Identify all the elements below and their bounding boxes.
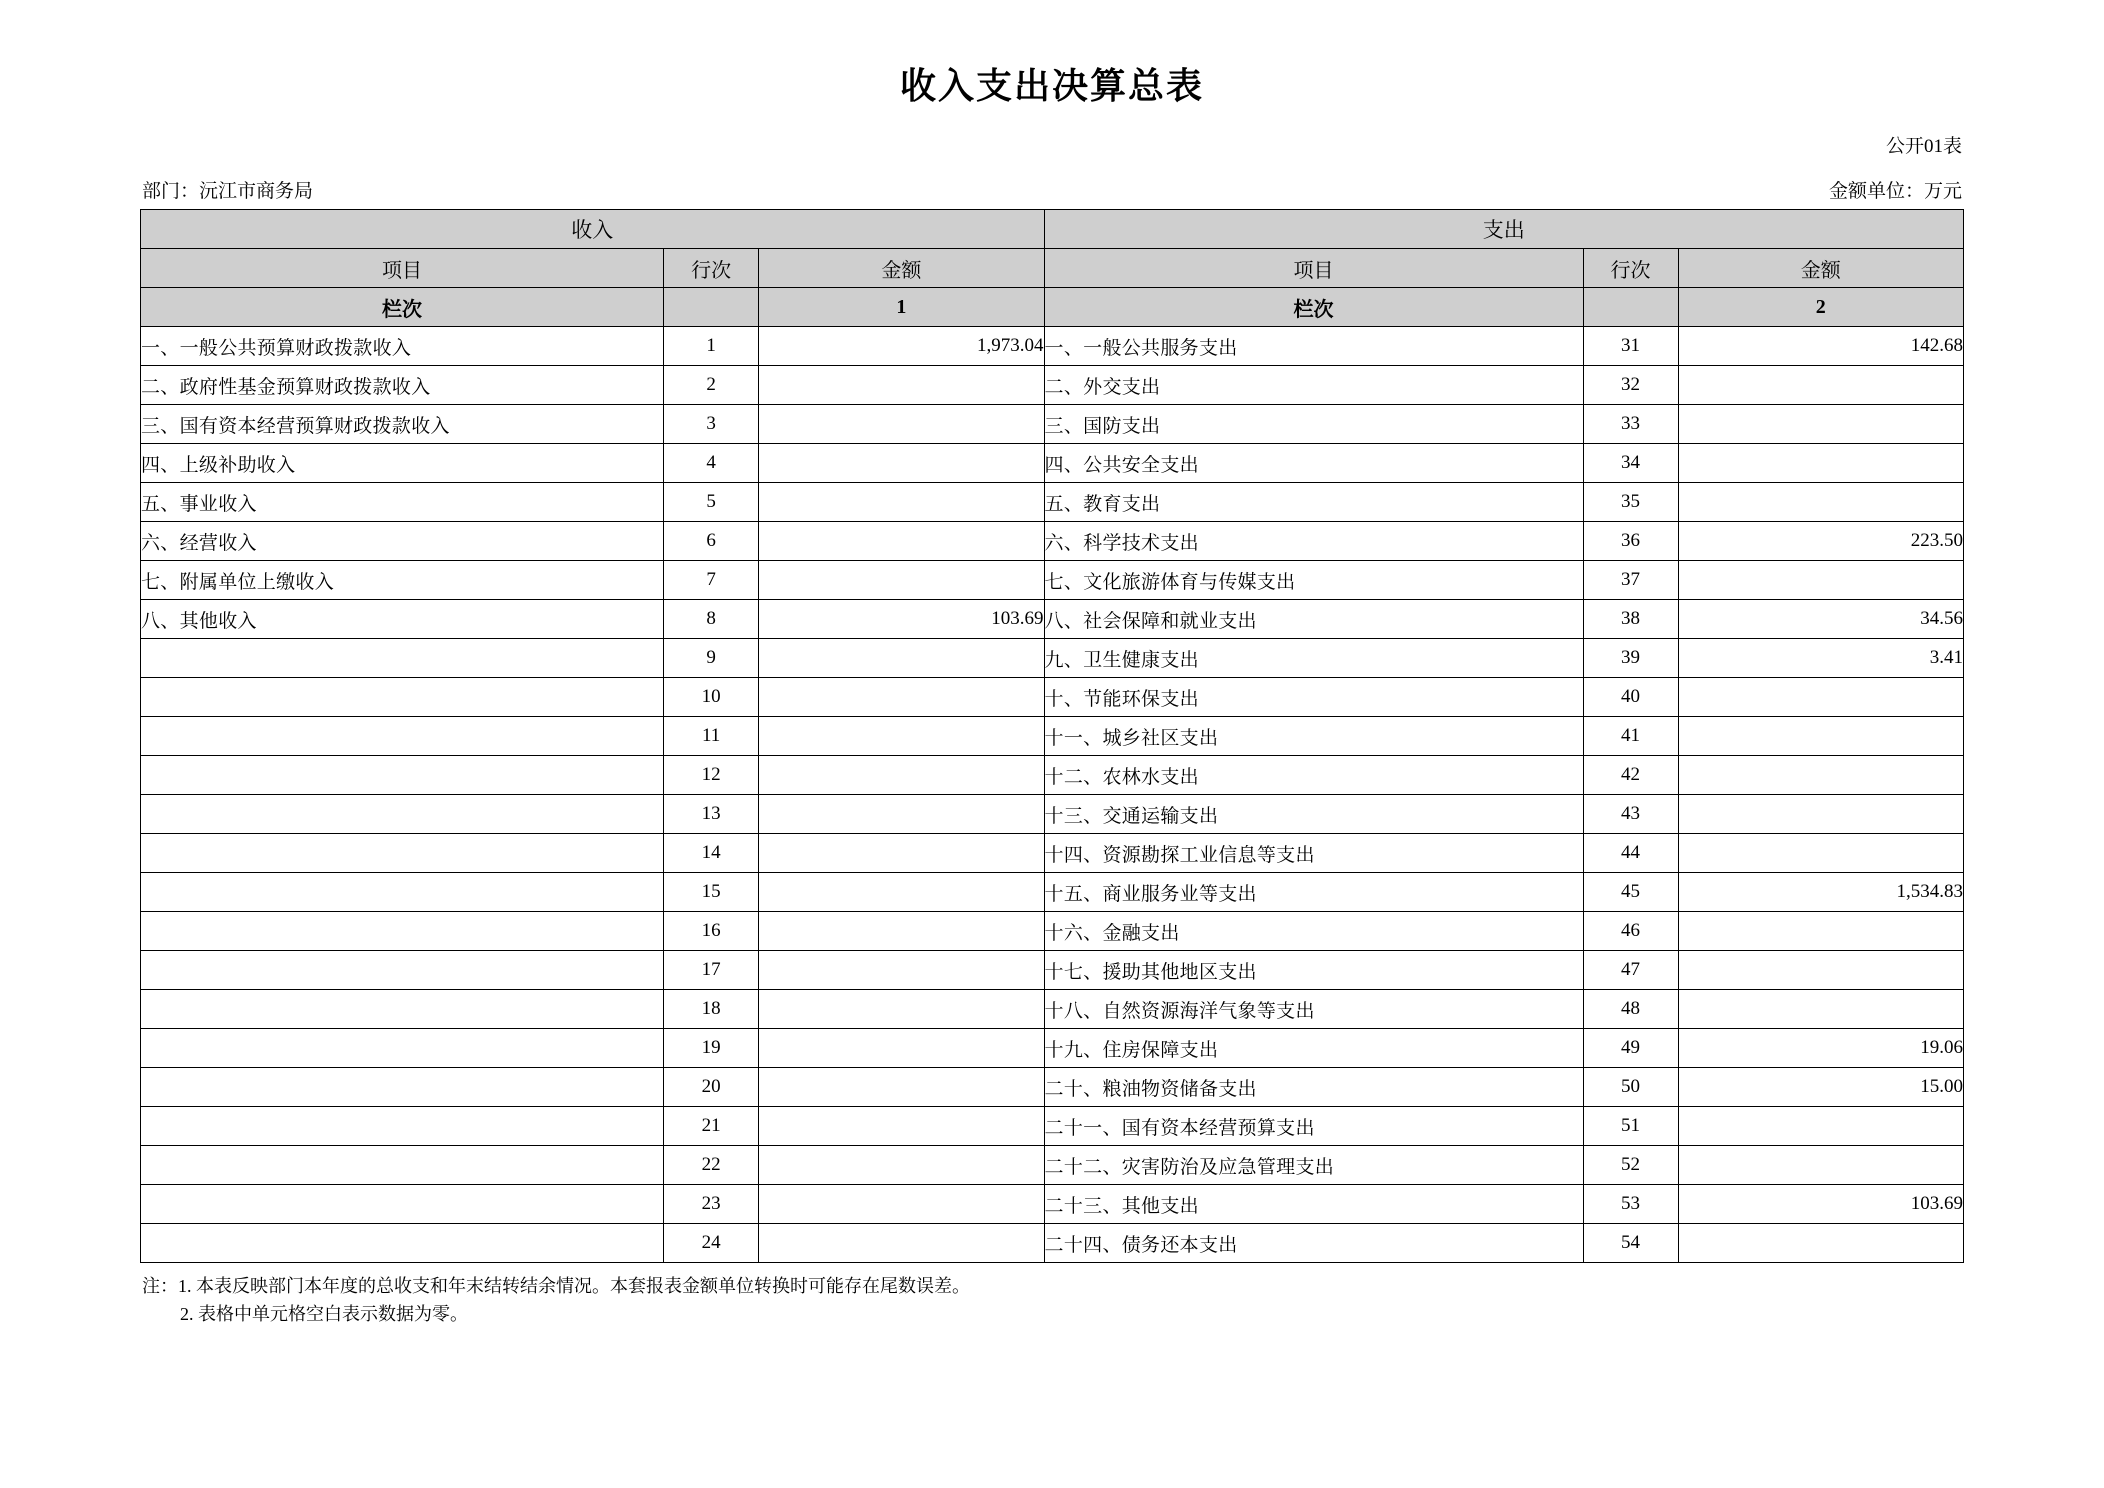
income-item-cell xyxy=(141,717,664,756)
expense-amount-cell: 223.50 xyxy=(1678,522,1963,561)
income-line-cell: 4 xyxy=(664,444,759,483)
expense-line-cell: 45 xyxy=(1583,873,1678,912)
table-row xyxy=(141,1146,1964,1185)
income-line-cell: 23 xyxy=(664,1185,759,1224)
expense-line-cell: 51 xyxy=(1583,1107,1678,1146)
income-amount-cell xyxy=(759,1068,1044,1107)
income-item-cell xyxy=(141,990,664,1029)
income-line-cell: 13 xyxy=(664,795,759,834)
income-line-cell: 6 xyxy=(664,522,759,561)
expense-line-cell: 37 xyxy=(1583,561,1678,600)
expense-item-cell: 十五、商业服务业等支出 xyxy=(1044,873,1583,912)
income-amount-cell xyxy=(759,678,1044,717)
table-row xyxy=(141,834,1964,873)
income-item-cell: 七、附属单位上缴收入 xyxy=(141,561,664,600)
expense-amount-cell xyxy=(1678,1107,1963,1146)
income-amount-cell xyxy=(759,1224,1044,1263)
header-expense-item: 项目 xyxy=(1044,249,1583,288)
income-item-cell: 三、国有资本经营预算财政拨款收入 xyxy=(141,405,664,444)
department-label: 部门：沅江市商务局 xyxy=(142,181,314,202)
expense-amount-cell xyxy=(1678,405,1963,444)
table-row xyxy=(141,951,1964,990)
income-line-cell: 18 xyxy=(664,990,759,1029)
expense-line-cell: 49 xyxy=(1583,1029,1678,1068)
table-row xyxy=(141,912,1964,951)
income-line-cell: 24 xyxy=(664,1224,759,1263)
expense-line-cell: 42 xyxy=(1583,756,1678,795)
expense-amount-cell: 34.56 xyxy=(1678,600,1963,639)
expense-amount-cell xyxy=(1678,561,1963,600)
table-row xyxy=(141,1029,1964,1068)
expense-amount-cell xyxy=(1678,483,1963,522)
income-amount-cell xyxy=(759,1107,1044,1146)
income-line-cell: 17 xyxy=(664,951,759,990)
expense-line-cell: 34 xyxy=(1583,444,1678,483)
income-amount-cell xyxy=(759,756,1044,795)
expense-amount-cell xyxy=(1678,444,1963,483)
income-amount-cell xyxy=(759,912,1044,951)
income-amount-cell xyxy=(759,522,1044,561)
table-notes xyxy=(140,1273,1964,1329)
income-amount-cell xyxy=(759,366,1044,405)
expense-amount-cell: 142.68 xyxy=(1678,327,1963,366)
expense-line-blank xyxy=(1583,288,1678,327)
expense-line-cell: 31 xyxy=(1583,327,1678,366)
table-row xyxy=(141,717,1964,756)
income-item-cell xyxy=(141,951,664,990)
table-row xyxy=(141,600,1964,639)
expense-amount-cell xyxy=(1678,912,1963,951)
expense-amount-cell xyxy=(1678,366,1963,405)
expense-line-cell: 48 xyxy=(1583,990,1678,1029)
income-amount-cell xyxy=(759,951,1044,990)
income-item-cell: 八、其他收入 xyxy=(141,600,664,639)
income-line-cell: 12 xyxy=(664,756,759,795)
expense-item-cell: 四、公共安全支出 xyxy=(1044,444,1583,483)
expense-line-cell: 40 xyxy=(1583,678,1678,717)
income-item-cell: 四、上级补助收入 xyxy=(141,444,664,483)
income-amount-cell xyxy=(759,1146,1044,1185)
expense-line-cell: 35 xyxy=(1583,483,1678,522)
table-row xyxy=(141,1068,1964,1107)
expense-line-cell: 52 xyxy=(1583,1146,1678,1185)
income-amount-cell xyxy=(759,483,1044,522)
expense-amount-cell xyxy=(1678,678,1963,717)
expense-line-cell: 50 xyxy=(1583,1068,1678,1107)
income-amount-cell xyxy=(759,834,1044,873)
expense-item-cell: 八、社会保障和就业支出 xyxy=(1044,600,1583,639)
income-line-cell: 21 xyxy=(664,1107,759,1146)
income-amount-cell xyxy=(759,561,1044,600)
table-row xyxy=(141,639,1964,678)
income-amount-cell: 1,973.04 xyxy=(759,327,1044,366)
table-row xyxy=(141,795,1964,834)
table-row xyxy=(141,561,1964,600)
income-amount-cell xyxy=(759,873,1044,912)
income-item-cell xyxy=(141,1224,664,1263)
expense-amount-cell xyxy=(1678,756,1963,795)
income-item-cell xyxy=(141,1029,664,1068)
table-row xyxy=(141,1107,1964,1146)
table-row xyxy=(141,678,1964,717)
expense-amount-cell xyxy=(1678,834,1963,873)
income-line-blank xyxy=(664,288,759,327)
expense-item-cell: 十九、住房保障支出 xyxy=(1044,1029,1583,1068)
expense-amount-cell: 15.00 xyxy=(1678,1068,1963,1107)
expense-column-index: 2 xyxy=(1678,288,1963,327)
income-line-cell: 3 xyxy=(664,405,759,444)
expense-line-cell: 53 xyxy=(1583,1185,1678,1224)
expense-item-cell: 十七、援助其他地区支出 xyxy=(1044,951,1583,990)
expense-line-cell: 54 xyxy=(1583,1224,1678,1263)
table-column-index-row xyxy=(141,288,1964,327)
expense-item-cell: 九、卫生健康支出 xyxy=(1044,639,1583,678)
income-item-cell xyxy=(141,795,664,834)
expense-item-cell: 二十、粮油物资储备支出 xyxy=(1044,1068,1583,1107)
income-amount-cell xyxy=(759,444,1044,483)
header-expense-amount: 金额 xyxy=(1678,249,1963,288)
income-amount-cell xyxy=(759,405,1044,444)
income-line-cell: 10 xyxy=(664,678,759,717)
expense-amount-cell xyxy=(1678,1146,1963,1185)
income-amount-cell xyxy=(759,795,1044,834)
document-meta xyxy=(140,176,1964,203)
income-amount-cell: 103.69 xyxy=(759,600,1044,639)
page-title: 收入支出决算总表 xyxy=(899,65,1204,107)
expense-amount-cell: 19.06 xyxy=(1678,1029,1963,1068)
income-column-label: 栏次 xyxy=(141,288,664,327)
income-item-cell: 二、政府性基金预算财政拨款收入 xyxy=(141,366,664,405)
income-amount-cell xyxy=(759,717,1044,756)
header-income-line: 行次 xyxy=(664,249,759,288)
expense-item-cell: 十三、交通运输支出 xyxy=(1044,795,1583,834)
income-group-header: 收入 xyxy=(141,210,1045,249)
expense-item-cell: 十八、自然资源海洋气象等支出 xyxy=(1044,990,1583,1029)
expense-item-cell: 二十一、国有资本经营预算支出 xyxy=(1044,1107,1583,1146)
table-row xyxy=(141,405,1964,444)
amount-unit-label: 金额单位：万元 xyxy=(1828,181,1962,202)
budget-table xyxy=(140,209,1964,1263)
table-row xyxy=(141,990,1964,1029)
expense-item-cell: 二十二、灾害防治及应急管理支出 xyxy=(1044,1146,1583,1185)
income-amount-cell xyxy=(759,1029,1044,1068)
income-line-cell: 20 xyxy=(664,1068,759,1107)
expense-line-cell: 47 xyxy=(1583,951,1678,990)
expense-item-cell: 十、节能环保支出 xyxy=(1044,678,1583,717)
income-item-cell xyxy=(141,756,664,795)
table-row xyxy=(141,756,1964,795)
income-item-cell xyxy=(141,873,664,912)
expense-item-cell: 一、一般公共服务支出 xyxy=(1044,327,1583,366)
table-row xyxy=(141,327,1964,366)
income-item-cell: 五、事业收入 xyxy=(141,483,664,522)
expense-line-cell: 36 xyxy=(1583,522,1678,561)
income-item-cell xyxy=(141,1068,664,1107)
table-row xyxy=(141,522,1964,561)
income-item-cell xyxy=(141,834,664,873)
table-body xyxy=(141,327,1964,1263)
expense-item-cell: 二十三、其他支出 xyxy=(1044,1185,1583,1224)
expense-item-cell: 十四、资源勘探工业信息等支出 xyxy=(1044,834,1583,873)
table-row xyxy=(141,873,1964,912)
expense-amount-cell xyxy=(1678,717,1963,756)
expense-line-cell: 38 xyxy=(1583,600,1678,639)
income-line-cell: 9 xyxy=(664,639,759,678)
table-column-header-row xyxy=(141,249,1964,288)
note-line-1: 注：1. 本表反映部门本年度的总收支和年末结转结余情况。本套报表金额单位转换时可能存在尾数误差。 xyxy=(142,1276,970,1296)
table-row xyxy=(141,483,1964,522)
expense-item-cell: 七、文化旅游体育与传媒支出 xyxy=(1044,561,1583,600)
income-item-cell xyxy=(141,1146,664,1185)
expense-item-cell: 六、科学技术支出 xyxy=(1044,522,1583,561)
expense-line-cell: 43 xyxy=(1583,795,1678,834)
income-line-cell: 19 xyxy=(664,1029,759,1068)
income-line-cell: 8 xyxy=(664,600,759,639)
header-expense-line: 行次 xyxy=(1583,249,1678,288)
income-line-cell: 7 xyxy=(664,561,759,600)
income-item-cell xyxy=(141,1107,664,1146)
expense-line-cell: 44 xyxy=(1583,834,1678,873)
note-line-2: 2. 表格中单元格空白表示数据为零。 xyxy=(180,1303,468,1324)
income-item-cell xyxy=(141,1185,664,1224)
expense-item-cell: 二十四、债务还本支出 xyxy=(1044,1224,1583,1263)
expense-group-header: 支出 xyxy=(1044,210,1963,249)
income-amount-cell xyxy=(759,990,1044,1029)
income-line-cell: 16 xyxy=(664,912,759,951)
table-row xyxy=(141,1224,1964,1263)
income-line-cell: 5 xyxy=(664,483,759,522)
table-row xyxy=(141,1185,1964,1224)
income-amount-cell xyxy=(759,1185,1044,1224)
expense-amount-cell xyxy=(1678,1224,1963,1263)
expense-item-cell: 五、教育支出 xyxy=(1044,483,1583,522)
header-income-amount: 金额 xyxy=(759,249,1044,288)
income-item-cell: 六、经营收入 xyxy=(141,522,664,561)
table-group-header-row xyxy=(141,210,1964,249)
expense-amount-cell xyxy=(1678,951,1963,990)
expense-column-label: 栏次 xyxy=(1044,288,1583,327)
expense-amount-cell: 103.69 xyxy=(1678,1185,1963,1224)
expense-line-cell: 41 xyxy=(1583,717,1678,756)
expense-item-cell: 十六、金融支出 xyxy=(1044,912,1583,951)
income-line-cell: 1 xyxy=(664,327,759,366)
expense-line-cell: 46 xyxy=(1583,912,1678,951)
expense-item-cell: 十二、农林水支出 xyxy=(1044,756,1583,795)
income-item-cell: 一、一般公共预算财政拨款收入 xyxy=(141,327,664,366)
income-line-cell: 22 xyxy=(664,1146,759,1185)
income-item-cell xyxy=(141,639,664,678)
expense-line-cell: 33 xyxy=(1583,405,1678,444)
table-row xyxy=(141,444,1964,483)
table-row xyxy=(141,366,1964,405)
income-column-index: 1 xyxy=(759,288,1044,327)
income-line-cell: 2 xyxy=(664,366,759,405)
income-line-cell: 15 xyxy=(664,873,759,912)
income-line-cell: 14 xyxy=(664,834,759,873)
expense-amount-cell xyxy=(1678,795,1963,834)
expense-amount-cell xyxy=(1678,990,1963,1029)
income-item-cell xyxy=(141,678,664,717)
expense-amount-cell: 3.41 xyxy=(1678,639,1963,678)
form-code: 公开01表 xyxy=(1885,136,1962,157)
income-line-cell: 11 xyxy=(664,717,759,756)
income-item-cell xyxy=(141,912,664,951)
expense-item-cell: 十一、城乡社区支出 xyxy=(1044,717,1583,756)
expense-line-cell: 32 xyxy=(1583,366,1678,405)
expense-item-cell: 二、外交支出 xyxy=(1044,366,1583,405)
expense-line-cell: 39 xyxy=(1583,639,1678,678)
expense-amount-cell: 1,534.83 xyxy=(1678,873,1963,912)
income-amount-cell xyxy=(759,639,1044,678)
expense-item-cell: 三、国防支出 xyxy=(1044,405,1583,444)
header-income-item: 项目 xyxy=(141,249,664,288)
